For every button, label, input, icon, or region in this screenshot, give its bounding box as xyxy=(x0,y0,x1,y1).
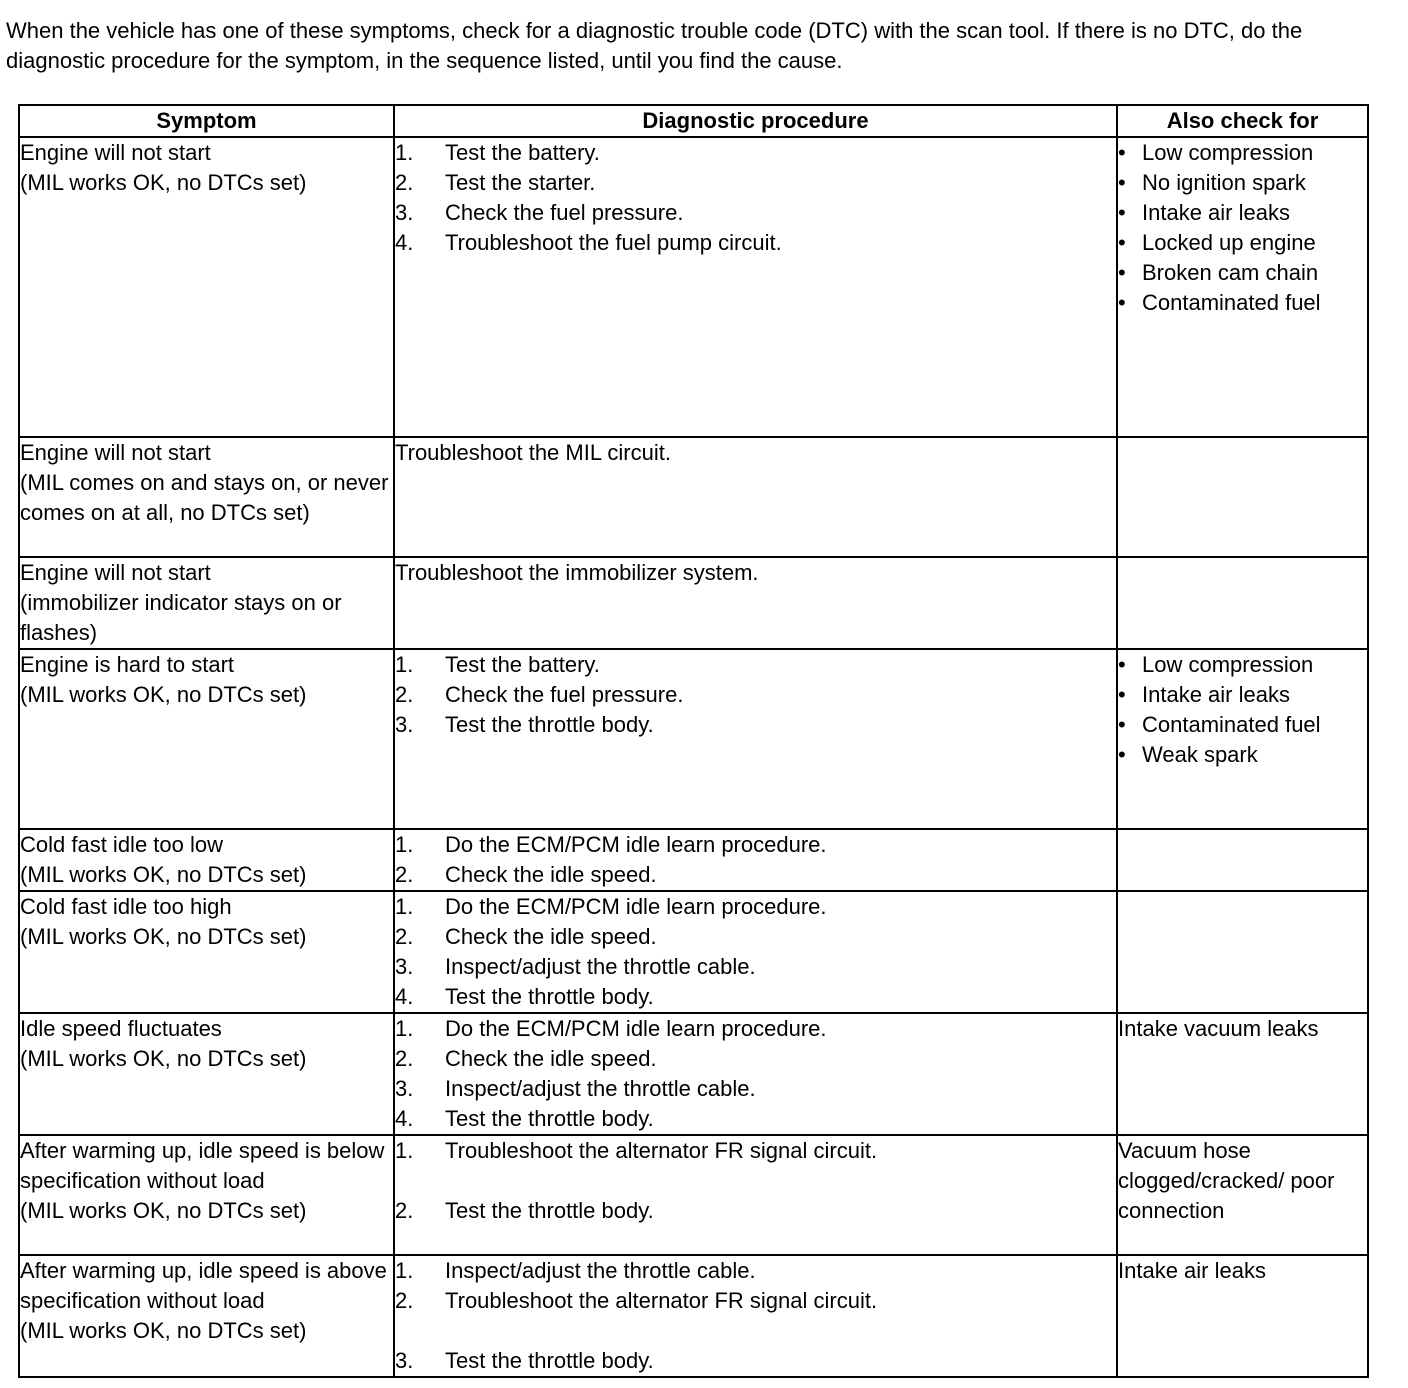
procedure-step: 3. Test the throttle body. xyxy=(395,712,654,737)
procedure-step: 1. Troubleshoot the alternator FR signal circuit. xyxy=(395,1138,878,1163)
symptom-cell xyxy=(19,137,394,437)
symptom-condition: (MIL works OK, no DTCs set) xyxy=(20,1318,307,1343)
procedure-cell xyxy=(394,891,1117,1013)
header-diagnostic-procedure: Diagnostic procedure xyxy=(394,105,1117,137)
symptom-cell xyxy=(19,829,394,891)
procedure-step: 4. Troubleshoot the fuel pump circuit. xyxy=(395,230,782,255)
also-check-cell xyxy=(1117,557,1368,649)
table-row xyxy=(19,1255,1368,1377)
procedure-text: Troubleshoot the immobilizer system. xyxy=(395,560,759,585)
procedure-step: 3. Inspect/adjust the throttle cable. xyxy=(395,1076,756,1101)
procedure-cell xyxy=(394,557,1117,649)
check-text: Vacuum hose clogged/cracked/ poor connection xyxy=(1118,1138,1335,1223)
check-item: • Weak spark xyxy=(1118,742,1258,767)
table-row xyxy=(19,649,1368,829)
also-check-cell xyxy=(1117,437,1368,557)
table-row xyxy=(19,891,1368,1013)
procedure-step: 2. Troubleshoot the alternator FR signal circuit. xyxy=(395,1288,878,1313)
procedure-step: 1. Inspect/adjust the throttle cable. xyxy=(395,1258,756,1283)
procedure-cell xyxy=(394,1135,1117,1255)
symptom-condition: (immobilizer indicator stays on or flashes) xyxy=(20,590,342,645)
also-check-cell xyxy=(1117,649,1368,829)
symptom-cell xyxy=(19,1255,394,1377)
header-symptom: Symptom xyxy=(19,105,394,137)
check-item: • Contaminated fuel xyxy=(1118,290,1321,315)
symptom-condition: (MIL works OK, no DTCs set) xyxy=(20,1046,307,1071)
procedure-step: 1. Test the battery. xyxy=(395,652,600,677)
table-header-row xyxy=(19,105,1368,137)
also-check-cell xyxy=(1117,891,1368,1013)
procedure-cell xyxy=(394,137,1117,437)
symptom-title: Engine is hard to start xyxy=(20,652,235,677)
procedure-cell xyxy=(394,1255,1117,1377)
procedure-cell xyxy=(394,437,1117,557)
check-item: • Contaminated fuel xyxy=(1118,712,1321,737)
table-row xyxy=(19,829,1368,891)
procedure-step: 2. Test the starter. xyxy=(395,170,596,195)
procedure-step: 2. Test the throttle body. xyxy=(395,1198,654,1223)
symptom-title: Cold fast idle too high xyxy=(20,894,232,919)
check-item: • Low compression xyxy=(1118,652,1314,677)
table-row xyxy=(19,437,1368,557)
check-text: Intake air leaks xyxy=(1118,1258,1266,1283)
procedure-step: 1. Do the ECM/PCM idle learn procedure. xyxy=(395,832,827,857)
procedure-cell xyxy=(394,1013,1117,1135)
intro-paragraph: When the vehicle has one of these symptoms, check for a diagnostic trouble code (DTC) with the scan tool. If there is no DTC, do the diagnostic procedure for the symptom, in the sequence listed, until you find the cause. xyxy=(6,18,1303,73)
symptom-condition: (MIL works OK, no DTCs set) xyxy=(20,682,307,707)
symptom-cell xyxy=(19,1013,394,1135)
check-text: Intake vacuum leaks xyxy=(1118,1016,1319,1041)
procedure-step: 1. Do the ECM/PCM idle learn procedure. xyxy=(395,1016,827,1041)
symptom-cell xyxy=(19,437,394,557)
procedure-step: 3. Inspect/adjust the throttle cable. xyxy=(395,954,756,979)
symptom-troubleshooting-table xyxy=(18,104,1369,1378)
also-check-cell xyxy=(1117,1135,1368,1255)
symptom-condition: (MIL works OK, no DTCs set) xyxy=(20,170,307,195)
symptom-title: Engine will not start xyxy=(20,440,211,465)
procedure-step: 1. Do the ECM/PCM idle learn procedure. xyxy=(395,894,827,919)
also-check-cell xyxy=(1117,1013,1368,1135)
procedure-step: 4. Test the throttle body. xyxy=(395,984,654,1009)
symptom-title: After warming up, idle speed is above specification without load xyxy=(20,1258,387,1313)
header-also-check-for: Also check for xyxy=(1117,105,1368,137)
procedure-text: Troubleshoot the MIL circuit. xyxy=(395,440,671,465)
procedure-step: 2. Check the idle speed. xyxy=(395,1046,657,1071)
also-check-cell xyxy=(1117,137,1368,437)
also-check-cell xyxy=(1117,829,1368,891)
table-row xyxy=(19,1135,1368,1255)
table-row xyxy=(19,137,1368,437)
symptom-title: Idle speed fluctuates xyxy=(20,1016,222,1041)
procedure-step: 3. Test the throttle body. xyxy=(395,1348,654,1373)
also-check-cell xyxy=(1117,1255,1368,1377)
check-item: • Locked up engine xyxy=(1118,230,1316,255)
check-item: • Intake air leaks xyxy=(1118,682,1290,707)
symptom-cell xyxy=(19,1135,394,1255)
check-item: • Intake air leaks xyxy=(1118,200,1290,225)
procedure-step: 3. Check the fuel pressure. xyxy=(395,200,684,225)
procedure-cell xyxy=(394,829,1117,891)
procedure-step: 2. Check the idle speed. xyxy=(395,924,657,949)
symptom-title: Engine will not start xyxy=(20,560,211,585)
table-row xyxy=(19,557,1368,649)
symptom-condition: (MIL works OK, no DTCs set) xyxy=(20,862,307,887)
check-item: • No ignition spark xyxy=(1118,170,1306,195)
symptom-title: Cold fast idle too low xyxy=(20,832,223,857)
symptom-condition: (MIL works OK, no DTCs set) xyxy=(20,924,307,949)
procedure-step: 2. Check the fuel pressure. xyxy=(395,682,684,707)
symptom-cell xyxy=(19,649,394,829)
procedure-step: 4. Test the throttle body. xyxy=(395,1106,654,1131)
symptom-condition: (MIL works OK, no DTCs set) xyxy=(20,1198,307,1223)
check-item: • Broken cam chain xyxy=(1118,260,1319,285)
symptom-cell xyxy=(19,557,394,649)
procedure-cell xyxy=(394,649,1117,829)
symptom-cell xyxy=(19,891,394,1013)
procedure-step: 2. Check the idle speed. xyxy=(395,862,657,887)
symptom-title: After warming up, idle speed is below specification without load xyxy=(20,1138,385,1193)
procedure-step: 1. Test the battery. xyxy=(395,140,600,165)
symptom-condition: (MIL comes on and stays on, or never comes on at all, no DTCs set) xyxy=(20,470,389,525)
check-item: • Low compression xyxy=(1118,140,1314,165)
symptom-title: Engine will not start xyxy=(20,140,211,165)
table-row xyxy=(19,1013,1368,1135)
